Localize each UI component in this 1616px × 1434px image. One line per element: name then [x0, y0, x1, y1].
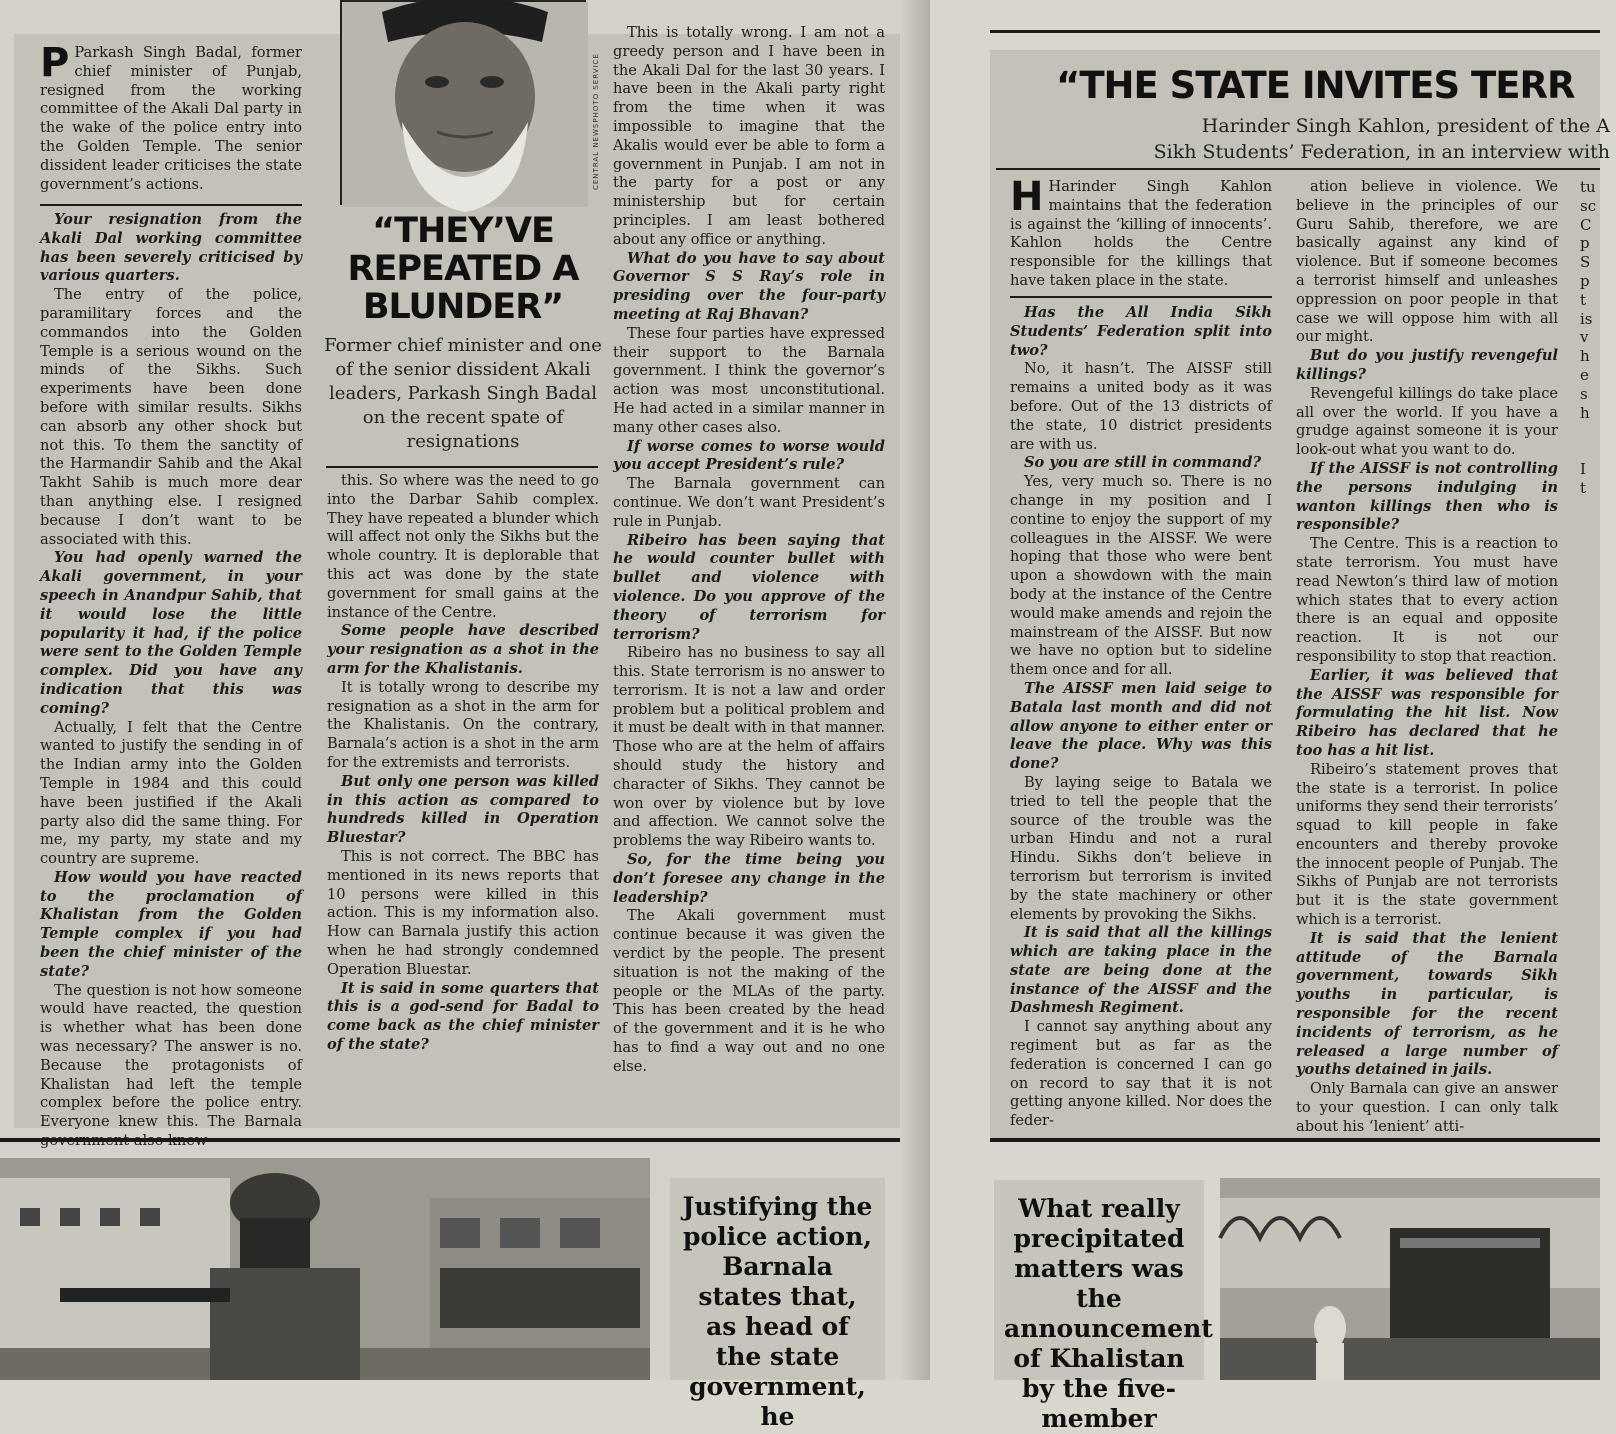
cut-off-text-fragment: C [1580, 215, 1592, 234]
street-scene-illustration [0, 1158, 650, 1380]
interview-question: It is said that the lenient attitude of the Barnala government, towards Sikh youths in particular, is responsible for the recent incidents of terrorism, as he released a large number of youths detained in jails. [1296, 929, 1558, 1079]
right-column-3-fragments [1580, 178, 1600, 1118]
left-intro-text: Parkash Singh Badal, former chief minister of Punjab, resigned from the working committee of the Akali Dal party in the wake of the police entry into the Golden Temple. The senior dissident leader criticises the state government’s actions. [40, 44, 302, 193]
interview-question: If worse comes to worse would you accept President’s rule? [613, 437, 885, 474]
left-intro-rule [40, 204, 302, 206]
cut-off-text-fragment: p [1580, 271, 1590, 290]
interview-answer: Revengeful killings do take place all over the world. If you have a grudge against someone it is your look-out what you want to do. [1296, 384, 1558, 459]
temple-street-photo [1220, 1178, 1600, 1380]
interview-question: Has the All India Sikh Students’ Federation split into two? [1010, 304, 1272, 359]
cut-off-text-fragment: sc [1580, 196, 1597, 215]
right-pull-quote: What really precipitated matters was the announcement of Khalistan by the five-member [994, 1180, 1204, 1380]
cut-off-text-fragment: e [1580, 365, 1589, 384]
interview-answer: I cannot say anything about any regiment but as far as the federation is concerned I can go on record to say that it is not getting anyone killed. Nor does the feder- [1010, 1018, 1272, 1130]
right-page [930, 0, 1610, 1433]
interview-answer: The entry of the police, paramilitary forces and the commandos into the Golden Temple is a serious wound on the minds of the Sikhs. Such experiments have been done before with similar results. Sikhs can absorb any other shock but not this. To them the sanctity of the Harmandir Sahib and the Akal Takht Sahib is much more dear than anything else. I resigned because I don’t want to be associated with this. [40, 286, 302, 548]
right-deck-line-1: Harinder Singh Kahlon, president of the A [1201, 115, 1610, 137]
interview-answer: The Barnala government can continue. We don’t want President’s rule in Punjab. [613, 475, 885, 530]
cut-off-text-fragment: S [1580, 253, 1591, 272]
interview-question: But only one person was killed in this action as compared to hundreds killed in Operation Bluestar? [327, 772, 599, 847]
interview-question: What do you have to say about Governor S S Ray’s role in presiding over the four-party meeting at Raj Bhavan? [613, 249, 885, 323]
cut-off-text-fragment [1580, 441, 1600, 460]
interview-answer: Actually, I felt that the Centre wanted to justify the sending in of the Indian army into the Golden Temple in 1984 and this could have been justified if the Akali party also did the same thing. For me, my party, my state and my country are supreme. [40, 718, 302, 868]
left-intro [40, 40, 302, 196]
right-dropcap: H [1010, 174, 1044, 220]
interview-answer: No, it hasn’t. The AISSF still remains a united body as it was before. Out of the 13 districts of the state, 10 district presidents are with us. [1010, 360, 1272, 453]
police-street-photo [0, 1158, 650, 1380]
left-column-2 [327, 472, 599, 1122]
right-intro [1010, 174, 1272, 292]
cut-off-text-fragment: is [1580, 309, 1593, 328]
interview-answer: The question is not how someone would have reacted, the question is whether what has been done was necessary? The answer is no. Because the protagonists of Khalistan had left the temple complex before the police entry. Everyone knew this. The Barnala [40, 981, 302, 1131]
interview-answer: Ribeiro’s statement proves that the state is a terrorist. In police uniforms they send their terrorists’ squad to kill people in fake encounters and thereby provoke the innocent people of Punjab. The Sikhs of Punjab are not terrorists but it is the state government which is a terrorist. [1296, 760, 1558, 929]
interview-answer: This is totally wrong. I am not a greedy person and I have been in the Akali Dal for the last 30 years. I have been in the Akali party right from the time when it was impossible to imagine that the Akalis would ever be able to form a government in Punjab. I am not in the party for a post or any ministership but for certain principles. I am least bothered about any office or anything. [613, 24, 885, 248]
interview-question: If the AISSF is not controlling the persons indulging in wanton killings then who is responsible? [1296, 459, 1558, 534]
right-bottom-rule [990, 1138, 1600, 1142]
left-dropcap: P [40, 40, 70, 86]
portrait-illustration [342, 2, 588, 207]
interview-question: Your resignation from the Akali Dal working committee has been severely criticised by various quarters. [40, 211, 302, 285]
interview-question: So, for the time being you don’t foresee any change in the leadership? [613, 851, 885, 906]
right-deck-line-2: Sikh Students’ Federation, in an interview with [1153, 141, 1610, 163]
interview-answer: It is totally wrong to describe my resignation as a shot in the arm for the Khalistanis. On the contrary, Barnala’s action is a shot in the arm for the extremists and terrorists. [327, 678, 599, 771]
cut-off-text-fragment [1580, 422, 1600, 441]
cut-off-text-fragment: p [1580, 234, 1590, 253]
right-column-2 [1296, 178, 1558, 1135]
left-column-3 [613, 24, 885, 1124]
photo-credit: CENTRAL NEWSPHOTO SERVICE [592, 53, 600, 190]
interview-question: So you are still in command? [1024, 454, 1261, 472]
cut-off-text-fragment: s [1580, 384, 1588, 403]
interview-question: It is said in some quarters that this is a god-send for Badal to come back as the chief minister of the state? [327, 979, 599, 1053]
cut-off-text-fragment: v [1580, 328, 1589, 347]
cut-off-text-fragment: tu [1580, 178, 1596, 196]
right-intro-text: Harinder Singh Kahlon maintains that the federation is against the ‘killing of innocents’. Kahlon holds the Centre responsible for the killings that have taken place in the state. [1010, 178, 1272, 289]
cut-off-text-fragment: t [1580, 290, 1587, 309]
interview-question: Some people have described your resignation as a shot in the arm for the Khalistanis. [327, 622, 599, 677]
interview-answer: Yes, very much so. There is no change in my position and I contine to enjoy the support of my colleagues in the AISSF. We were hoping that those who were bent upon a showdown with the main body at the instance of the Centre would make amends and rejoin the mainstream of the AISSF. But now we have no option but to sideline them once and for all. [1010, 473, 1272, 679]
cut-off-text-fragment: h [1580, 403, 1590, 422]
left-bottom-rule [0, 1138, 900, 1142]
left-deck: Former chief minister and one of the senior dissident Akali leaders, Parkash Singh Badal on the recent spate of resignations [324, 335, 602, 452]
interview-question: Earlier, it was believed that the AISSF was responsible for formulating the hit list. Now Ribeiro has declared that he too has a hit list. [1296, 666, 1558, 759]
left-pull-quote: Justifying the police action, Barnala states that, as head of the state government, he [670, 1178, 885, 1380]
cut-off-text-fragment: h [1580, 347, 1590, 366]
interview-answer: Only Barnala can give an answer to your question. I can only talk about his ‘lenient’ atti- [1296, 1080, 1558, 1135]
interview-answer: These four parties have expressed their support to the Barnala government. I think the governor’s action was most unconstitutional. He had acted in a similar manner in many other cases also. [613, 324, 885, 436]
interview-answer: The Centre. This is a reaction to state terrorism. You must have read Newton’s third law of motion which states that to every action there is an equal and opposite reaction. It is not our responsibility to stop that reaction. [1296, 535, 1558, 665]
badal-portrait-photo [340, 0, 586, 205]
interview-question: How would you have reacted to the proclamation of Khalistan from the Golden Temple complex if you had been the chief minister of the state? [40, 868, 302, 980]
interview-question: You had openly warned the Akali government, in your speech in Anandpur Sahib, that it would lose the little popularity it had, if the police were sent to the Golden Temple complex. Did you have any indication that this was coming? [40, 549, 302, 717]
interview-question: Ribeiro has been saying that he would counter bullet with bullet and violence with violence. Do you approve of the theory of terrorism for terrorism? [613, 531, 885, 643]
interview-answer: The Akali government must continue because it was given the verdict by the people. The present situation is not the making of the people or the MLAs of the party. This has been created by the head of the government and it is he who has to find a way out and no one else. [613, 907, 885, 1075]
right-headline: “THE STATE INVITES TERR [1056, 64, 1575, 107]
interview-question: The AISSF men laid seige to Batala last month and did not allow anyone to either enter or leave the place. Why was this done? [1010, 679, 1272, 773]
left-column-1 [40, 211, 302, 1131]
left-headline: “THEY’VE REPEATED A BLUNDER” [347, 211, 579, 327]
interview-question: But do you justify revengeful killings? [1296, 347, 1558, 383]
left-deck-rule [326, 466, 598, 468]
cut-off-text-fragment: t [1580, 478, 1587, 497]
right-deck-rule [996, 168, 1600, 170]
interview-answer: By laying seige to Batala we tried to tell the people that the source of the trouble was the urban Hindu and not a rural Hindu. Sikhs don’t believe in terrorism but terrorism is invited by the state machinery or other elements by provoking the Sikhs. [1010, 773, 1272, 923]
interview-answer: Ribeiro has no business to say all this. State terrorism is no answer to terrorism. It is not a law and order problem but a political problem and it must be dealt with in that manner. Those who are at the helm of affairs should study the history and character of Sikhs. They cannot be won over by violence but by love and affection. We cannot solve the problems the way Ribeiro wants to. [613, 644, 885, 850]
interview-answer: ation believe in violence. We believe in the principles of our Guru Sahib, therefore, we are basically against any kind of violence. But if someone becomes a terrorist himself and unleashes oppression on poor people in that case we will oppose him with all our might. [1296, 178, 1558, 346]
interview-answer: this. So where was the need to go into the Darbar Sahib complex. They have repeated a blunder which will affect not only the Sikhs but the whole country. It is deplorable that this act was done by the state government for small gains at the instance of the Centre. [327, 472, 599, 621]
interview-question: It is said that all the killings which are taking place in the state are being done at the instance of the AISSF and the Dashmesh Regiment. [1010, 924, 1272, 1017]
interview-answer: This is not correct. The BBC has mentioned in its news reports that 10 persons were killed in this action. This is my information also. How can Barnala justify this action when he had strongly condemned Operation Bluestar. [327, 847, 599, 978]
cut-off-text-fragment: I [1580, 459, 1586, 478]
right-intro-rule [1010, 296, 1272, 298]
right-column-1 [1010, 304, 1272, 1132]
temple-scene-illustration [1220, 1178, 1600, 1380]
right-top-rule [990, 30, 1600, 33]
